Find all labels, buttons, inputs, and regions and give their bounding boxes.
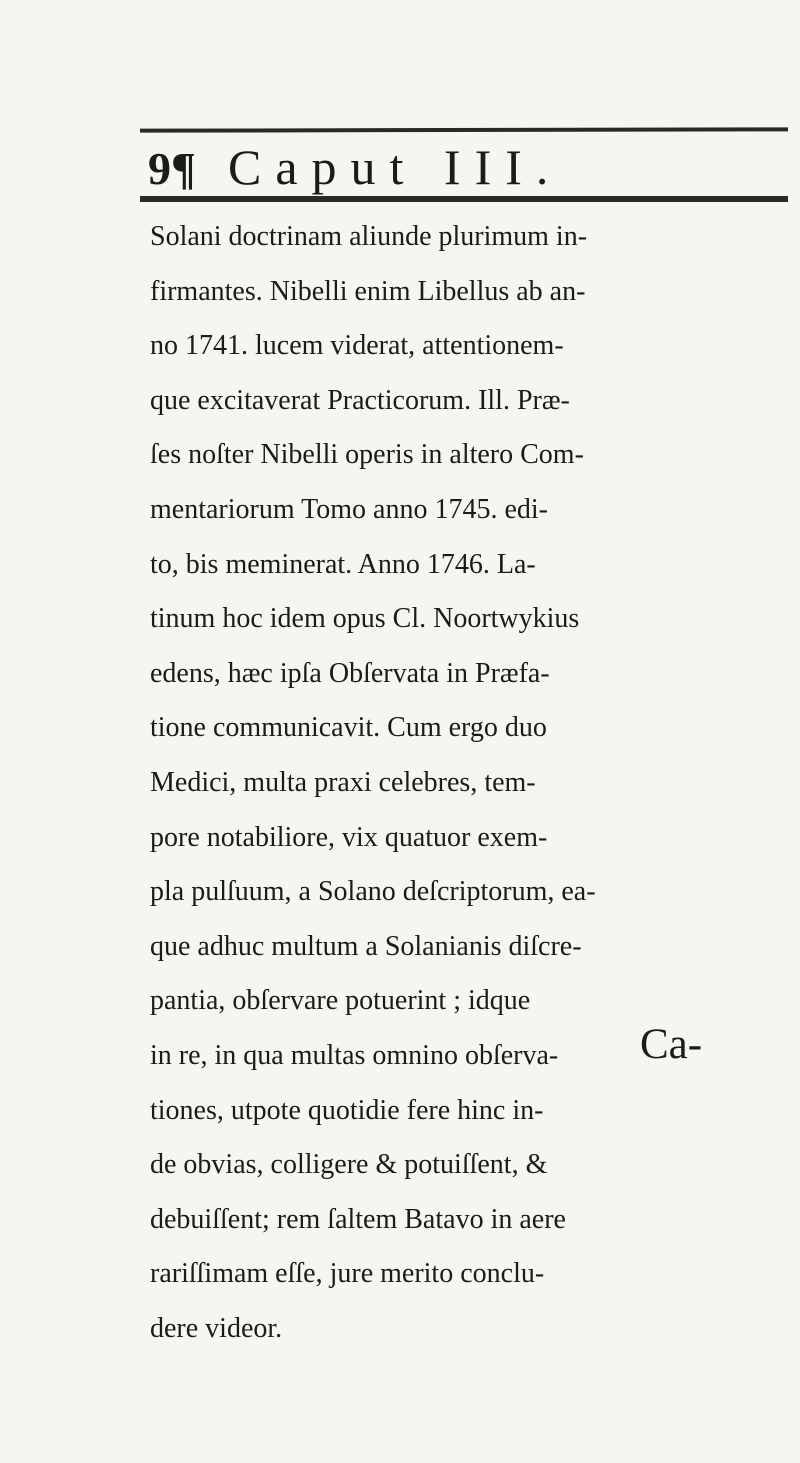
text-line: pore notabiliore, vix quatuor exem- — [150, 821, 548, 853]
header-rule — [140, 196, 788, 202]
text-line: Solani doctrinam aliunde plurimum in- — [150, 221, 588, 252]
top-rule — [140, 127, 788, 132]
text-line: firmantes. Nibelli enim Libellus ab an- — [150, 275, 586, 307]
text-line: ſes noſter Nibelli operis in altero Com- — [150, 439, 584, 471]
text-line: debuiſſent; rem ſaltem Batavo in aere — [150, 1203, 566, 1235]
page-number: 9¶ — [148, 143, 196, 194]
text-line: tione communicavit. Cum ergo duo — [150, 712, 547, 744]
text-line: dere videor. — [150, 1312, 283, 1344]
body-text — [150, 210, 790, 1356]
text-line: rariſſimam eſſe, jure merito conclu- — [150, 1258, 545, 1290]
text-line: tinum hoc idem opus Cl. Noortwykius — [150, 603, 580, 635]
text-line: no 1741. lucem viderat, attentionem- — [150, 330, 564, 362]
page-header — [148, 138, 788, 200]
text-line: pla pulſuum, a Solano deſcriptorum, ea- — [150, 876, 596, 908]
text-line: que excitaverat Practicorum. Ill. Præ- — [150, 384, 570, 416]
text-line: pantia, obſervare potuerint ; idque — [150, 985, 531, 1017]
text-line: tiones, utpote quotidie fere hinc in- — [150, 1094, 544, 1126]
text-line: que adhuc multum a Solanianis diſcre- — [150, 930, 582, 962]
running-head: Caput III. — [228, 139, 563, 195]
text-line: in re, in qua multas omnino obſerva- — [150, 1039, 559, 1071]
text-line: edens, hæc ipſa Obſervata in Præfa- — [150, 657, 550, 689]
text-line: to, bis meminerat. Anno 1746. La- — [150, 548, 536, 580]
text-line: mentariorum Tomo anno 1745. edi- — [150, 493, 549, 525]
text-line: de obvias, colligere & potuiſſent, & — [150, 1149, 548, 1181]
catchword: Ca- — [640, 1021, 703, 1068]
text-line: Medici, multa praxi celebres, tem- — [150, 766, 536, 798]
